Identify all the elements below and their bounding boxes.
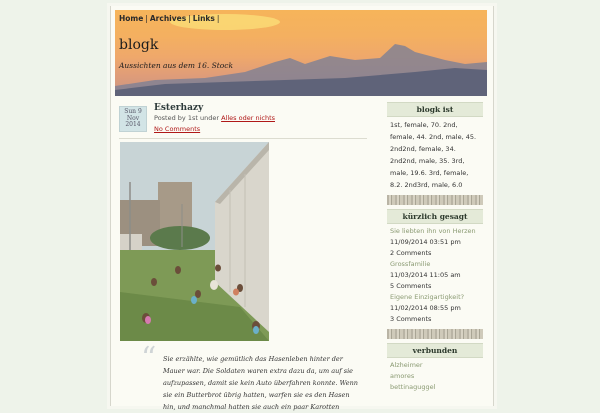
post-quote: Sie erzählte, wie gemütlich das Hasenleben hinter der Mauer war. Die Soldaten waren extra dazu da, um auf sie aufzupassen, damit sie kein Auto überfahren konnte. Wenn sie ein Butterbrot übrig hatten, warfen sie es den Hasen hin, und manchmal hatten sie auch ein paar Karotten [163, 355, 358, 411]
nav-home-link[interactable]: Home [119, 14, 144, 23]
post-date-day: Sun 9 [124, 108, 142, 115]
sidebar-divider [387, 195, 483, 205]
nav-separator: | [145, 14, 148, 23]
post-meta [154, 114, 275, 122]
recent-post-comments: 5 Comments [390, 282, 432, 290]
recent-post-comments: 2 Comments [390, 249, 432, 257]
recent-posts-list [387, 224, 483, 325]
post-photo [120, 142, 269, 341]
sidebar-about-text: 1st, female, 70. 2nd, female, 44. 2nd, male, 45. 2nd2nd, female, 34. 2nd2nd, male, 35. 3rd, male, 19.6. 3rd, female, 8.2. 2nd3rd, male, 6.0 [390, 121, 477, 189]
post-date-year: 2014 [125, 121, 141, 128]
recent-post-date: 11/02/2014 08:55 pm [390, 304, 461, 312]
sidebar [387, 102, 483, 393]
blogroll-link[interactable]: bettinaguggel [390, 383, 436, 391]
nav-separator: | [188, 14, 191, 23]
recent-post-link[interactable]: Grossfamilie [390, 260, 431, 268]
post-divider [119, 138, 367, 139]
recent-post-date: 11/09/2014 03:51 pm [390, 238, 461, 246]
blog-title[interactable]: blogk [119, 37, 159, 53]
recent-post-date: 11/03/2014 11:05 am [390, 271, 461, 279]
top-navigation [119, 14, 221, 23]
post-date-month: Nov [126, 114, 140, 122]
post-category-link[interactable]: Alles oder nichts [221, 114, 275, 122]
recent-post-link[interactable]: Eigene Einzigartigkeit? [390, 293, 465, 301]
blogroll-list [387, 358, 483, 393]
sidebar-links-heading: verbunden [387, 343, 483, 358]
blog-tagline: Aussichten aus dem 16. Stock [119, 61, 234, 70]
post-meta-prefix: Posted by 1st under [154, 114, 220, 122]
wall-rabbits-illustration [120, 142, 269, 341]
post-comments-link[interactable]: No Comments [154, 125, 201, 133]
blogroll-link[interactable]: amores [390, 372, 415, 380]
blogroll-link[interactable]: Alzheimer [390, 361, 423, 369]
quote-mark-icon: “ [141, 341, 157, 376]
post-title[interactable]: Esterhazy [154, 103, 204, 113]
nav-links-link[interactable]: Links [192, 14, 215, 23]
sidebar-about-heading: blogk ist [387, 102, 483, 117]
sidebar-divider [387, 329, 483, 339]
page-wrapper [110, 6, 494, 411]
sidebar-recent-heading: kürzlich gesagt [387, 209, 483, 224]
header-banner [115, 10, 487, 96]
recent-post-link[interactable]: Sie liebten ihn von Herzen [390, 227, 476, 235]
nav-archives-link[interactable]: Archives [149, 14, 187, 23]
post-date-badge [119, 106, 147, 132]
recent-post-comments: 3 Comments [390, 315, 432, 323]
nav-separator: | [216, 14, 220, 23]
